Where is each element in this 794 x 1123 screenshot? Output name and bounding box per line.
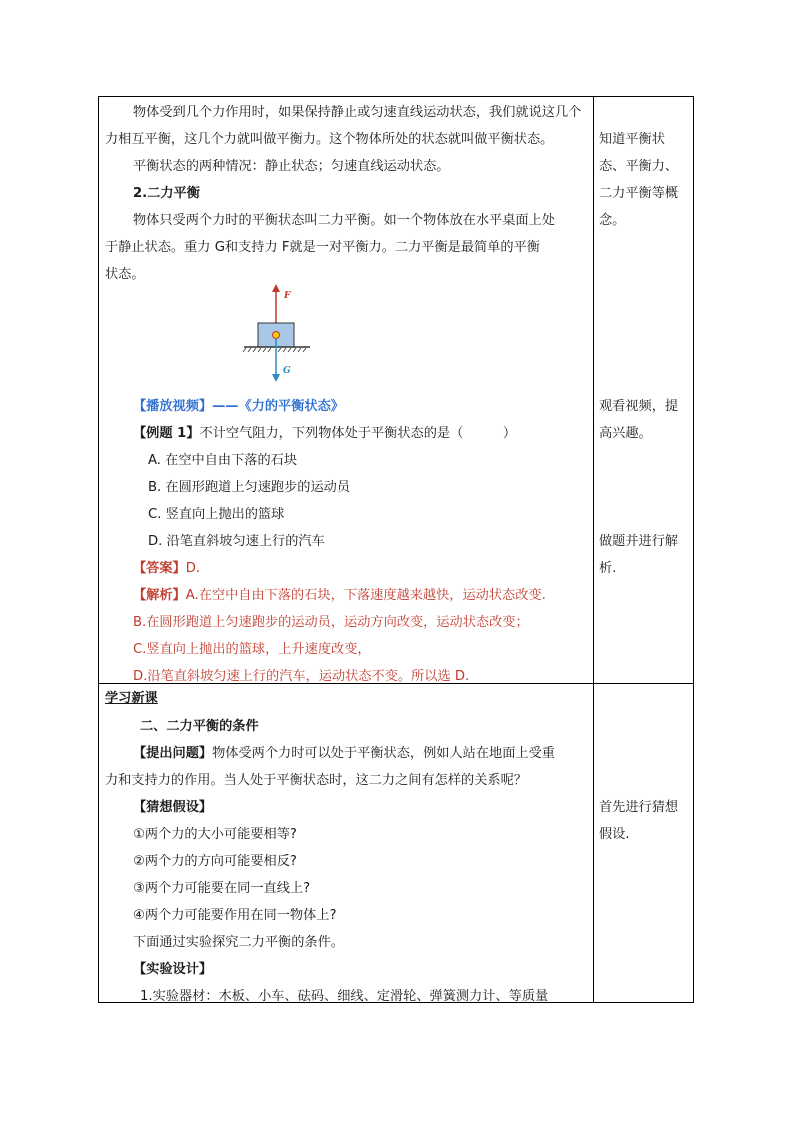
- example-tag: 【例题 1】: [133, 426, 200, 441]
- note-line: 做题并进行解: [599, 534, 679, 549]
- answer-tag: 【答案】: [133, 561, 186, 576]
- surface-hatching: [243, 348, 306, 352]
- paragraph-line: 于静止状态。重力 G和支持力 F就是一对平衡力。二力平衡是最简单的平衡: [105, 240, 540, 255]
- option-a: A. 在空中自由下落的石块: [148, 453, 298, 468]
- answer-value: D.: [185, 561, 201, 576]
- paragraph-line: 物体受到几个力作用时，如果保持静止或匀速直线运动状态，我们就说这几个: [133, 105, 582, 120]
- analysis-d: D.沿笔直斜坡匀速上行的汽车，运动状态不变。所以选 D.: [133, 669, 470, 684]
- point-of-action: [273, 332, 280, 339]
- design-heading: 【实验设计】: [133, 962, 213, 977]
- force-diagram: [236, 282, 326, 386]
- column-divider: [593, 96, 594, 1003]
- paragraph-line: 力相互平衡，这几个力就叫做平衡力。这个物体所处的状态就叫做平衡状态。: [105, 132, 554, 147]
- note-line: 假设.: [599, 827, 630, 842]
- section-2-heading: 二、二力平衡的条件: [140, 719, 259, 734]
- hypothesis-heading: 【猜想假设】: [133, 800, 213, 815]
- note-line: 态、平衡力、: [599, 159, 679, 174]
- note-line: 析.: [599, 561, 617, 576]
- new-lesson-heading: 学习新课: [105, 691, 158, 706]
- option-b: B. 在圆形跑道上匀速跑步的运动员: [148, 480, 351, 495]
- label-F: F: [284, 291, 291, 301]
- note-line: 首先进行猜想: [599, 800, 679, 815]
- analysis-a: A.在空中自由下落的石块，下落速度越来越快，运动状态改变.: [185, 588, 546, 603]
- hypothesis-1: ①两个力的大小可能要相等?: [133, 827, 297, 842]
- support-force-arrowhead: [272, 284, 280, 292]
- hypothesis-2: ②两个力的方向可能要相反?: [133, 854, 297, 869]
- paragraph-line: 下面通过实验探究二力平衡的条件。: [133, 935, 344, 950]
- note-line: 知道平衡状: [599, 132, 665, 147]
- option-c: C. 竖直向上抛出的篮球: [148, 507, 285, 522]
- analysis-c: C.竖直向上抛出的篮球，上升速度改变，: [133, 642, 371, 657]
- label-G: G: [283, 366, 291, 376]
- paragraph-line: 状态。: [105, 267, 145, 282]
- analysis-tag: 【解析】: [133, 588, 186, 603]
- note-line: 念。: [599, 213, 626, 228]
- analysis-b: B.在圆形跑道上匀速跑步的运动员，运动方向改变，运动状态改变；: [133, 615, 529, 630]
- example-line: [133, 425, 516, 443]
- note-line: 二力平衡等概: [599, 186, 679, 201]
- paragraph-line: 力和支持力的作用。当人处于平衡状态时，这二力之间有怎样的关系呢？: [105, 773, 527, 788]
- materials-line: 1.实验器材：木板、小车、砝码、细线、定滑轮、弹簧测力计、等质量: [140, 989, 549, 1004]
- note-line: 观看视频，提: [599, 399, 679, 414]
- question-text: 物体受两个力时可以处于平衡状态，例如人站在地面上受重: [212, 746, 555, 761]
- note-line: 高兴趣。: [599, 426, 652, 441]
- analysis-line: [133, 587, 546, 605]
- answer-line: [133, 560, 200, 578]
- section-heading: 2.二力平衡: [133, 186, 200, 201]
- example-question: 不计空气阻力，下列物体处于平衡状态的是（ ）: [199, 426, 517, 441]
- hypothesis-3: ③两个力可能要在同一直线上?: [133, 881, 311, 896]
- hypothesis-4: ④两个力可能要作用在同一物体上?: [133, 908, 337, 923]
- paragraph-line: 物体只受两个力时的平衡状态叫二力平衡。如一个物体放在水平桌面上处: [133, 213, 555, 228]
- video-link[interactable]: 【播放视频】——《力的平衡状态》: [133, 399, 344, 414]
- question-line: [133, 745, 555, 763]
- question-tag: 【提出问题】: [133, 746, 213, 761]
- gravity-arrowhead: [272, 374, 280, 382]
- paragraph-line: 平衡状态的两种情况：静止状态；匀速直线运动状态。: [133, 159, 450, 174]
- option-d: D. 沿笔直斜坡匀速上行的汽车: [148, 534, 325, 549]
